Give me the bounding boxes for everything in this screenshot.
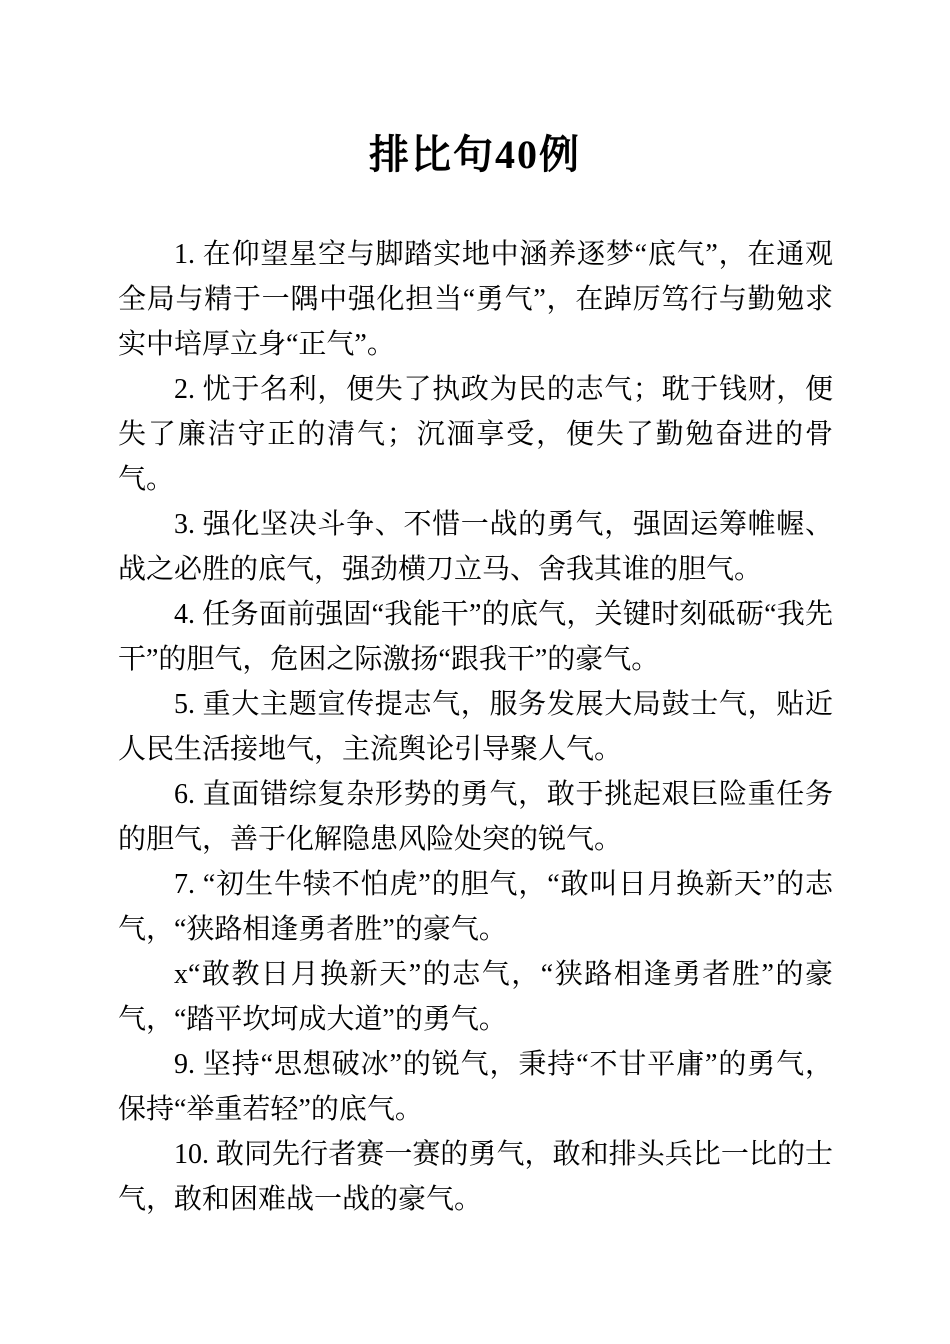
document-body xyxy=(118,232,833,1222)
paragraph: 5. 重大主题宣传提志气，服务发展大局鼓士气，贴近人民生活接地气，主流舆论引导聚人气。 xyxy=(118,689,833,765)
paragraph: 10. 敢同先行者赛一赛的勇气，敢和排头兵比一比的士气，敢和困难战一战的豪气。 xyxy=(118,1139,833,1215)
paragraph: x“敢教日月换新天”的志气，“狭路相逢勇者胜”的豪气，“踏平坎坷成大道”的勇气。 xyxy=(118,959,833,1035)
paragraph: 9. 坚持“思想破冰”的锐气，秉持“不甘平庸”的勇气，保持“举重若轻”的底气。 xyxy=(118,1049,833,1125)
paragraph: 2. 忧于名利，便失了执政为民的志气；耽于钱财，便失了廉洁守正的清气；沉湎享受，便失了勤勉奋进的骨气。 xyxy=(118,374,833,495)
paragraph: 1. 在仰望星空与脚踏实地中涵养逐梦“底气”，在通观全局与精于一隅中强化担当“勇气”，在踔厉笃行与勤勉求实中培厚立身“正气”。 xyxy=(118,239,833,360)
paragraph: 3. 强化坚决斗争、不惜一战的勇气，强固运筹帷幄、战之必胜的底气，强劲横刀立马、舍我其谁的胆气。 xyxy=(118,509,833,585)
paragraph: 4. 任务面前强固“我能干”的底气，关键时刻砥砺“我先干”的胆气，危困之际激扬“跟我干”的豪气。 xyxy=(118,599,833,675)
paragraph: 6. 直面错综复杂形势的勇气，敢于挑起艰巨险重任务的胆气，善于化解隐患风险处突的锐气。 xyxy=(118,779,833,855)
paragraph: 7. “初生牛犊不怕虎”的胆气，“敢叫日月换新天”的志气，“狭路相逢勇者胜”的豪气。 xyxy=(118,869,833,945)
document-title: 排比句40例 xyxy=(369,132,581,177)
